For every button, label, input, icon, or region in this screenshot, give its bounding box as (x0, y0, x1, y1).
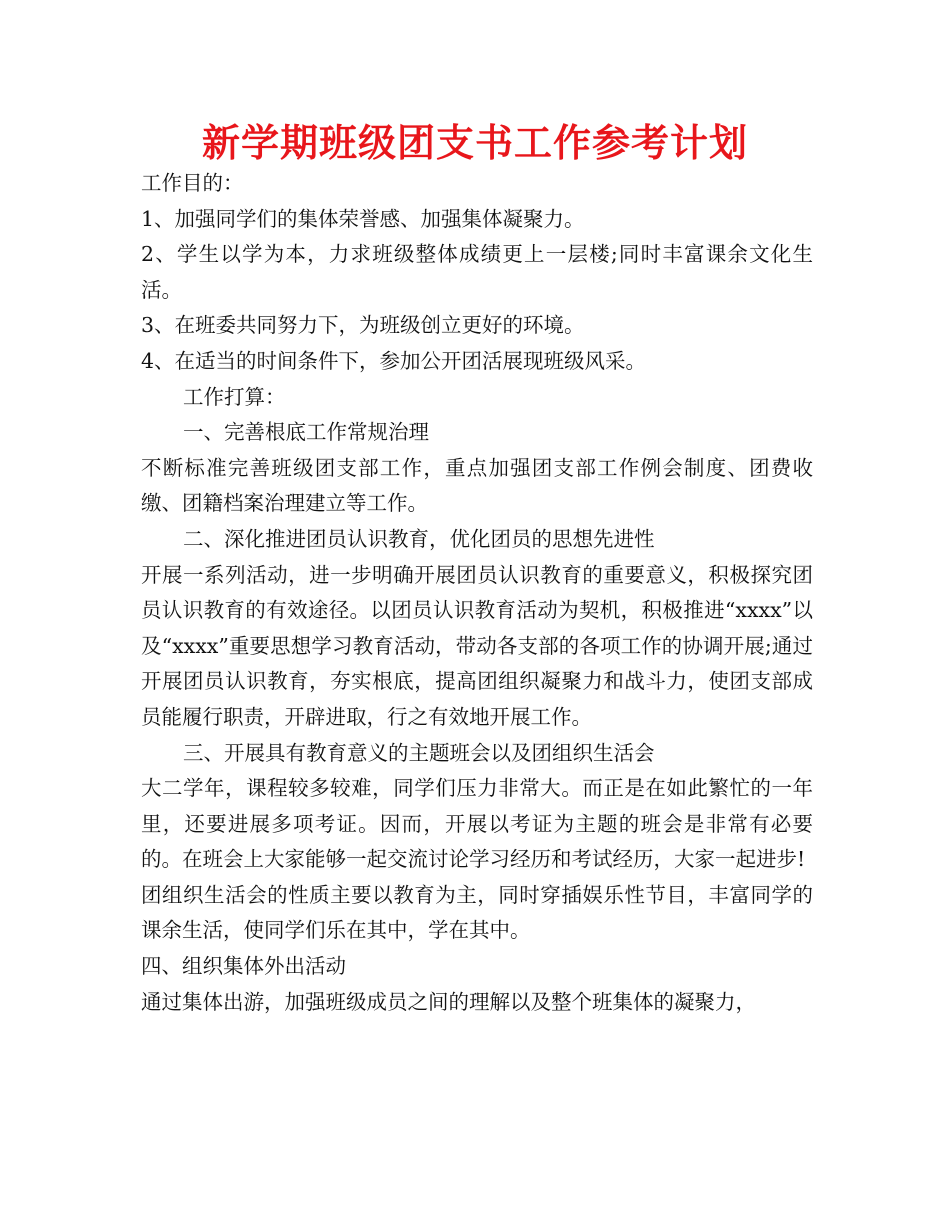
paragraph-section-4: 通过集体出游，加强班级成员之间的理解以及整个班集体的凝聚力， (141, 989, 756, 1014)
paragraph-section-3b: 团组织生活会的性质主要以教育为主，同时穿插娱乐性节目，丰富同学的课余生活，使同学们乐在其中，学在其中。 (141, 882, 813, 943)
paragraph-section-1: 不断标准完善班级团支部工作，重点加强团支部工作例会制度、团费收缴、团籍档案治理建立等工作。 (141, 455, 813, 516)
paragraph-goal-heading: 工作目的： (141, 171, 244, 195)
section-heading-2: 二、深化推进团员认识教育，优化团员的思想先进性 (183, 526, 655, 551)
paragraph-goal-3: 3、在班委共同努力下，为班级创立更好的环境。 (141, 313, 585, 338)
paragraph-goal-1: 1、加强同学们的集体荣誉感、加强集体凝聚力。 (141, 206, 585, 231)
section-heading-1: 一、完善根底工作常规治理 (183, 420, 429, 445)
document-title: 新学期班级团支书工作参考计划 (201, 121, 748, 165)
section-heading-4: 四、组织集体外出活动 (141, 954, 346, 979)
document-body (141, 166, 813, 1020)
section-heading-3: 三、开展具有教育意义的主题班会以及团组织生活会 (183, 740, 655, 765)
paragraph-goal-4: 4、在适当的时间条件下，参加公开团活展现班级风采。 (141, 348, 647, 373)
paragraph-section-3a: 大二学年，课程较多较难，同学们压力非常大。而正是在如此繁忙的一年里，还要进展多项考证。因而，开展以考证为主题的班会是非常有必要的。在班会上大家能够一起交流讨论学习经历和考试经历，大家一起进步! (141, 776, 813, 872)
paragraph-goal-2: 2、学生以学为本，力求班级整体成绩更上一层楼;同时丰富课余文化生活。 (141, 242, 813, 302)
paragraph-plan-heading: 工作打算： (183, 384, 286, 409)
paragraph-section-2: 开展一系列活动，进一步明确开展团员认识教育的重要意义，积极探究团员认识教育的有效途径。以团员认识教育活动为契机，积极推进“xxxx”以及“xxxx”重要思想学习教育活动，带动各支部的各项工作的协调开展;通过开展团员认识教育，夯实根底，提高团组织凝聚力和战斗力，使团支部成员能履行职责，开辟进取，行之有效地开展工作。 (141, 562, 813, 729)
